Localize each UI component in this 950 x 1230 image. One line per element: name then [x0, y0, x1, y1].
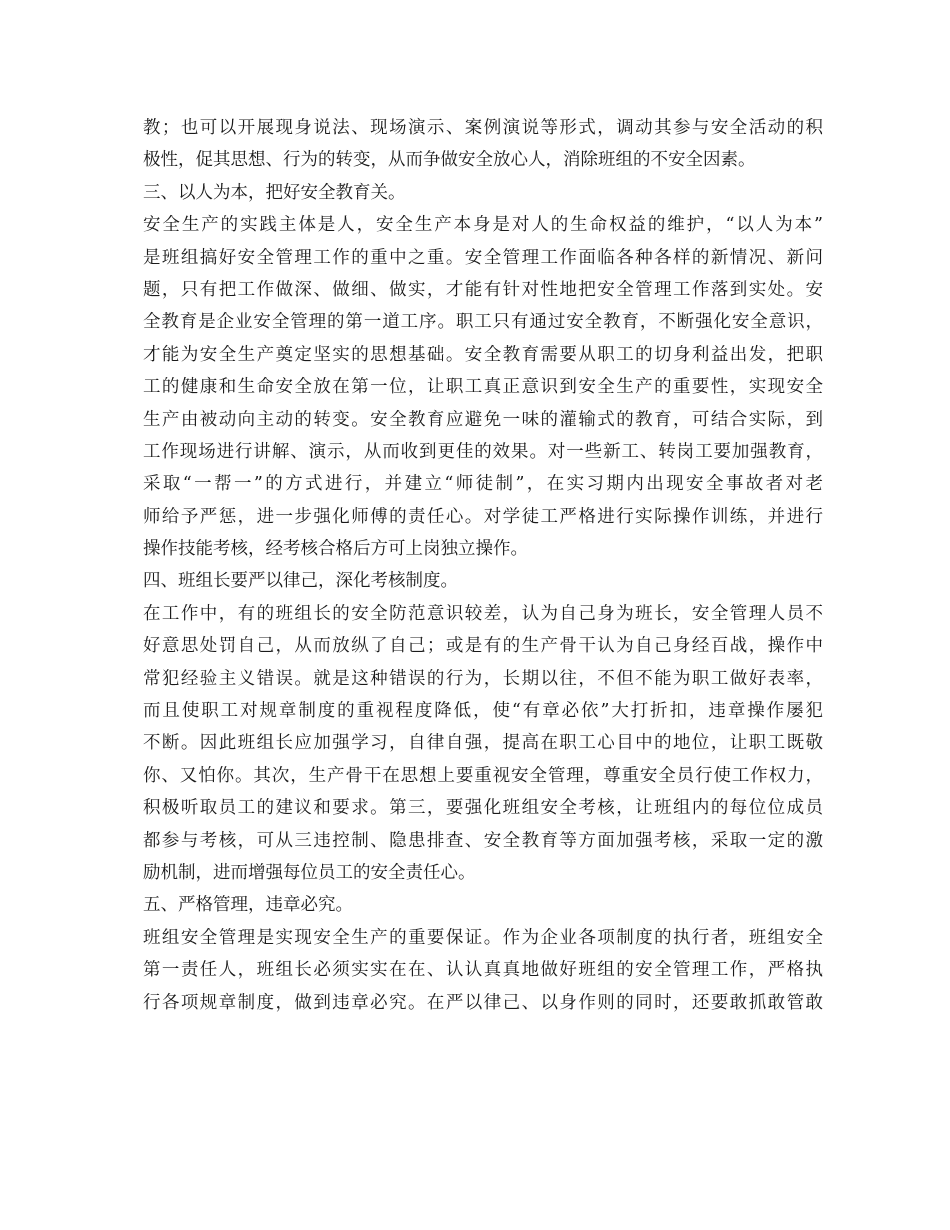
text-line: 第一责任人，班组长必须实实在在、认认真真地做好班组的安全管理工作，严格执	[143, 960, 823, 981]
text-line: 在工作中，有的班组长的安全防范意识较差，认为自己身为班长，安全管理人员不	[143, 603, 823, 624]
text-line: 工的健康和生命安全放在第一位，让职工真正意识到安全生产的重要性，实现安全	[143, 377, 823, 398]
text-line: 才能为安全生产奠定坚实的思想基础。安全教育需要从职工的切身利益出发，把职	[143, 344, 823, 365]
text-line: 工作现场进行讲解、演示，从而收到更佳的效果。对一些新工、转岗工要加强教育，	[143, 441, 823, 462]
text-line: 教；也可以开展现身说法、现场演示、案例演说等形式，调动其参与安全活动的积	[143, 118, 823, 138]
text-line: 励机制，进而增强每位员工的安全责任心。	[143, 862, 476, 883]
text-line: 四、班组长要严以律己，深化考核制度。	[143, 571, 458, 592]
text-line: 安全生产的实践主体是人，安全生产本身是对人的生命权益的维护，“以人为本”	[143, 215, 823, 236]
text-line: 操作技能考核，经考核合格后方可上岗独立操作。	[143, 539, 528, 560]
text-line: 师给予严惩，进一步强化师傅的责任心。对学徒工严格进行实际操作训练，并进行	[143, 506, 823, 527]
text-line: 而且使职工对规章制度的重视程度降低，使“有章必依”大打折扣，违章操作屡犯	[143, 701, 823, 722]
text-line: 不断。因此班组长应加强学习，自律自强，提高在职工心目中的地位，让职工既敬	[143, 733, 823, 754]
text-line: 全教育是企业安全管理的第一道工序。职工只有通过安全教育，不断强化安全意识，	[143, 312, 823, 333]
text-line: 五、严格管理，违章必究。	[143, 895, 353, 916]
text-line: 生产由被动向主动的转变。安全教育应避免一味的灌输式的教育，可结合实际，到	[143, 409, 823, 430]
document-page	[143, 112, 823, 1019]
text-line: 题，只有把工作做深、做细、做实，才能有针对性地把安全管理工作落到实处。安	[143, 279, 823, 300]
text-line: 是班组搞好安全管理工作的重中之重。安全管理工作面临各种各样的新情况、新问	[143, 247, 823, 268]
text-line: 好意思处罚自己，从而放纵了自己；或是有的生产骨干认为自己身经百战，操作中	[143, 636, 823, 657]
text-line: 三、以人为本，把好安全教育关。	[143, 182, 406, 203]
text-line: 积极听取员工的建议和要求。第三，要强化班组安全考核，让班组内的每位位成员	[143, 798, 823, 819]
text-line: 行各项规章制度，做到违章必究。在严以律己、以身作则的同时，还要敢抓敢管敢	[143, 992, 823, 1013]
text-line: 常犯经验主义错误。就是这种错误的行为，长期以往，不但不能为职工做好表率，	[143, 668, 823, 689]
text-line: 班组安全管理是实现安全生产的重要保证。作为企业各项制度的执行者，班组安全	[143, 927, 823, 948]
text-line: 采取“一帮一”的方式进行，并建立“师徒制”，在实习期内出现安全事故者对老	[143, 474, 823, 495]
text-line: 极性，促其思想、行为的转变，从而争做安全放心人，消除班组的不安全因素。	[143, 150, 756, 171]
text-line: 都参与考核，可从三违控制、隐患排查、安全教育等方面加强考核，采取一定的激	[143, 830, 823, 851]
text-line: 你、又怕你。其次，生产骨干在思想上要重视安全管理，尊重安全员行使工作权力，	[143, 765, 823, 786]
